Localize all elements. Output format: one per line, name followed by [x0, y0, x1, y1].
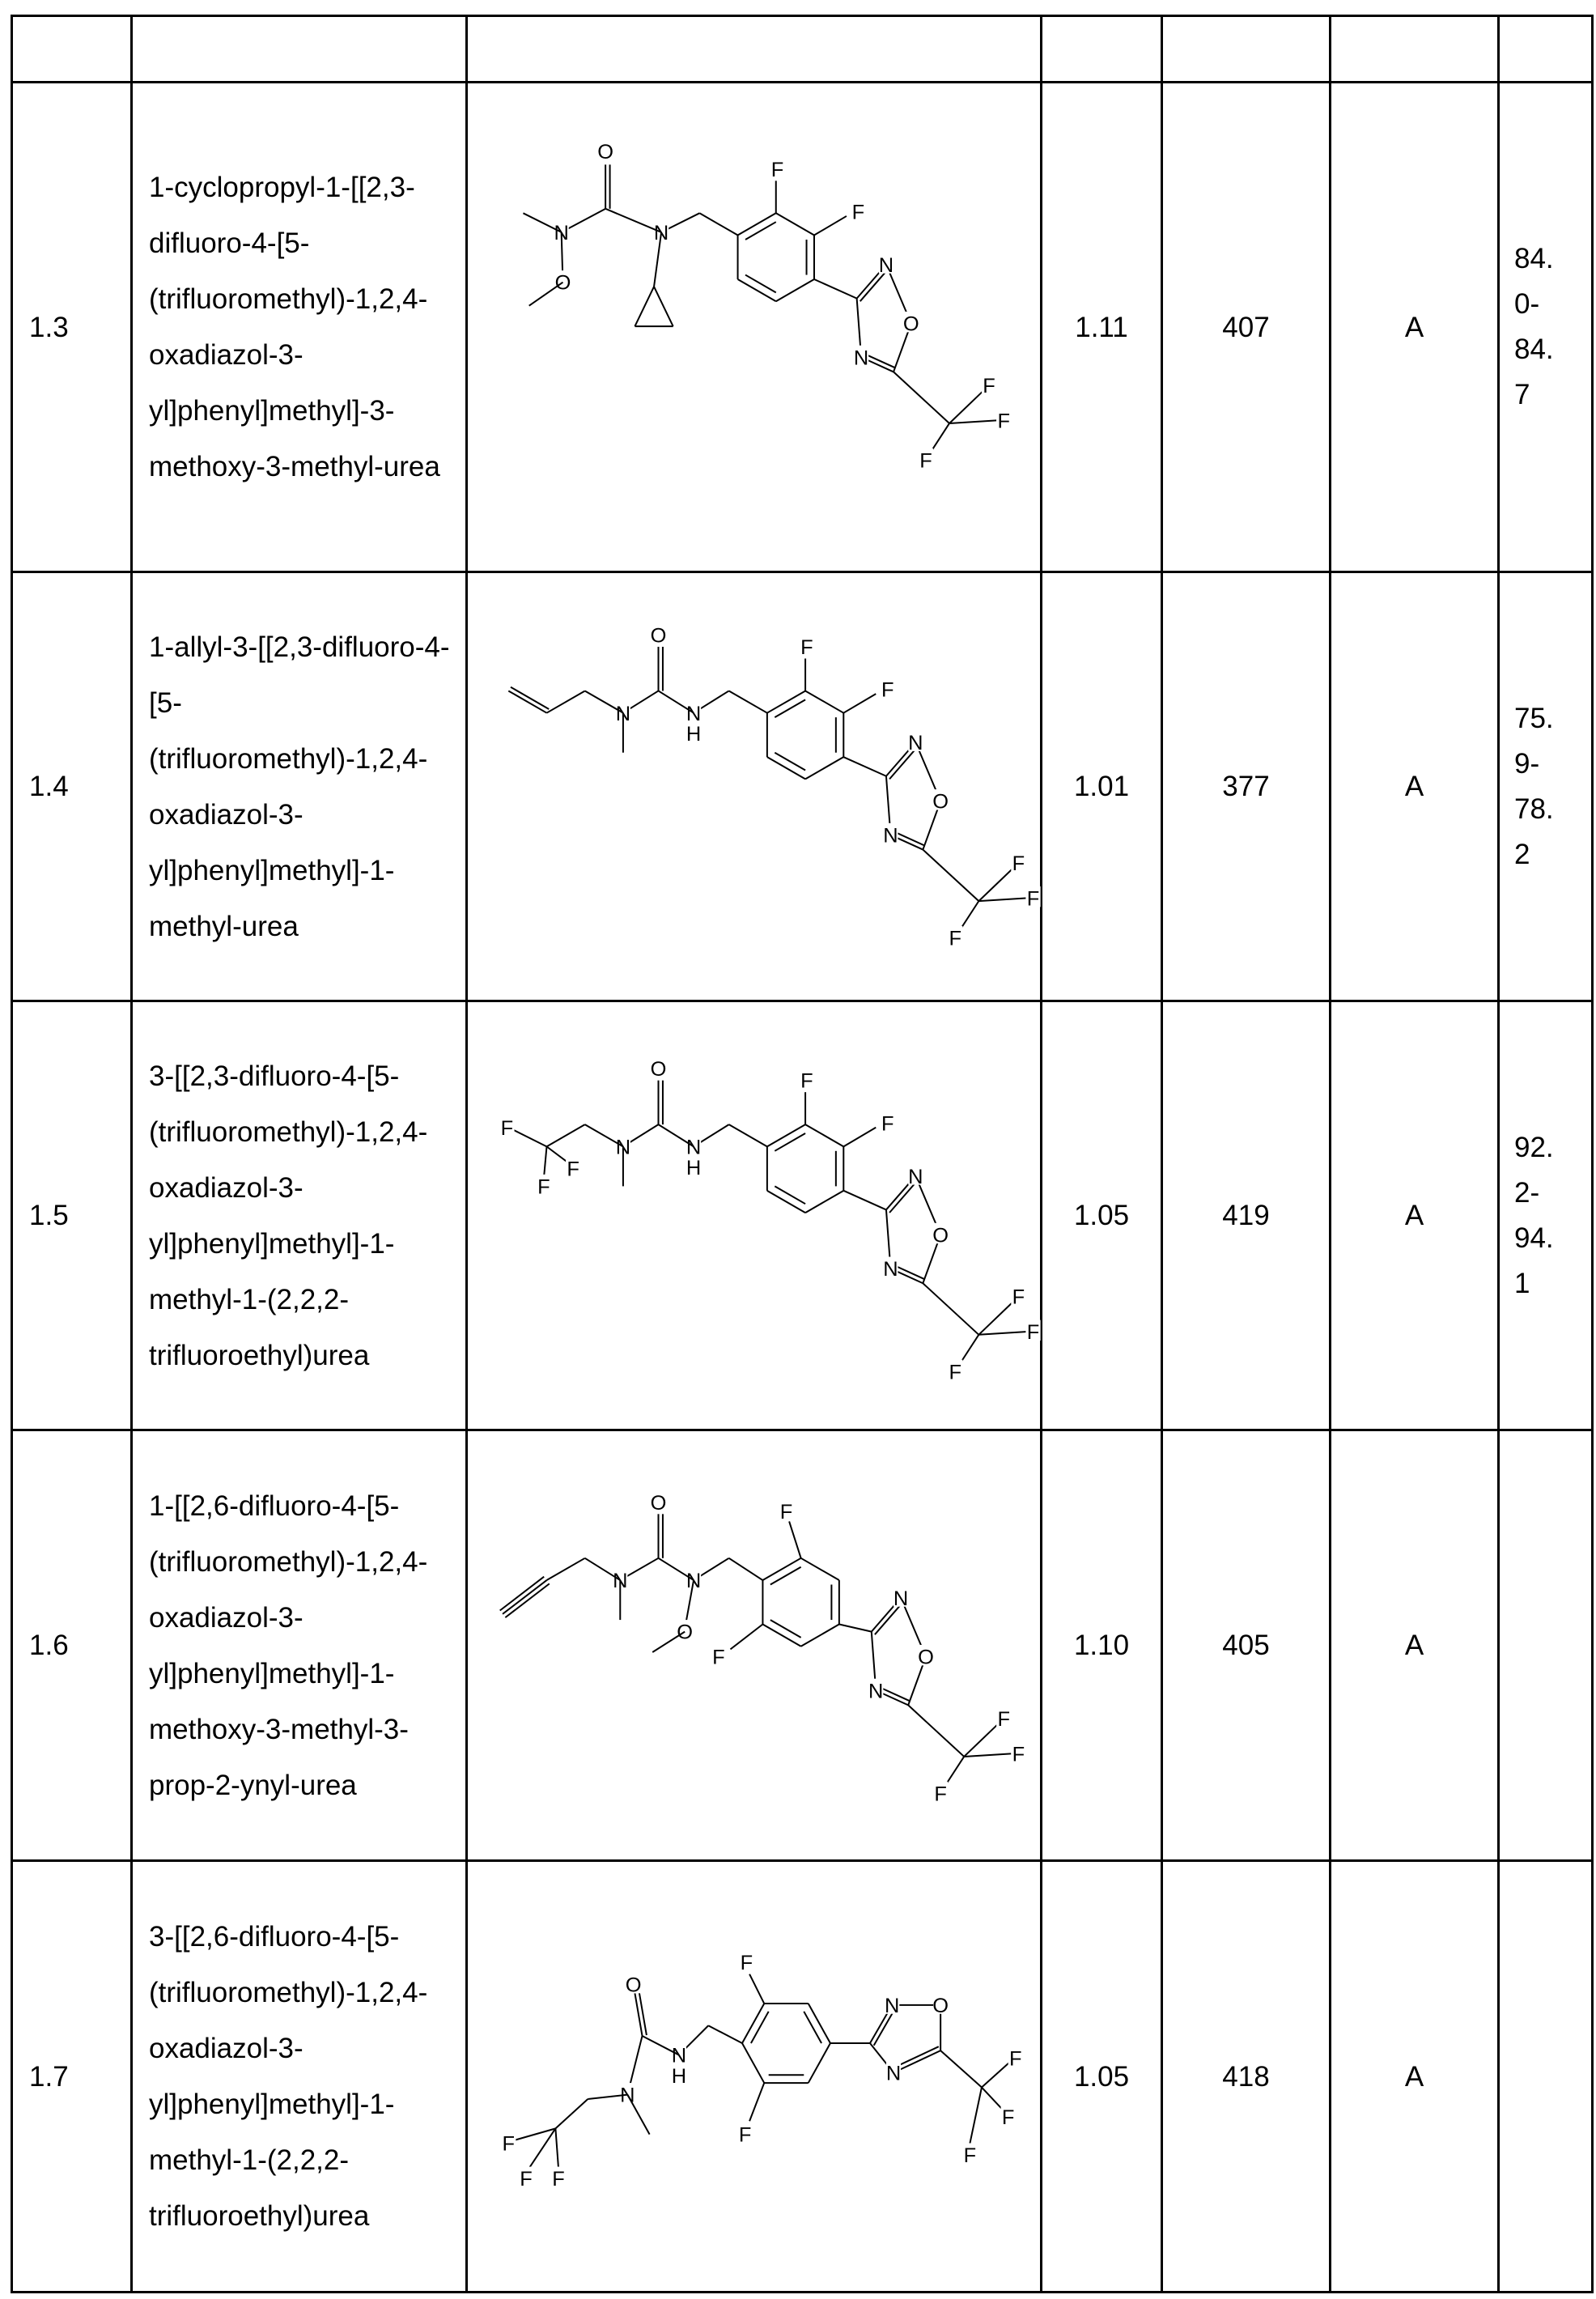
compound-name-cell [132, 1430, 467, 1861]
compound-id: 1.3 [12, 83, 132, 572]
mp-line: 75. [1514, 696, 1591, 742]
atom-label: N [894, 1587, 908, 1610]
mp-line: 2- [1514, 1171, 1591, 1216]
compound-name: 3-[[2,3-difluoro-4-[5-(trifluoromethyl)-1,2,4-oxadiazol-3-yl]phenyl]methyl]-1-methyl-1-(2,2,2-trifluoroethyl)urea [149, 1048, 456, 1383]
atom-label: N [616, 1136, 630, 1158]
retention-time: 1.10 [1042, 1430, 1162, 1861]
atom-label: N [879, 254, 894, 277]
atom-label: O [626, 1974, 642, 1996]
mass-value: 418 [1162, 1861, 1331, 2293]
compound-id: 1.4 [12, 572, 132, 1001]
atom-label: F [881, 679, 894, 702]
atom-label: N [885, 1995, 899, 2017]
mp-line: 7 [1514, 372, 1591, 418]
mp-line: 84. [1514, 236, 1591, 282]
atom-label: O [932, 1995, 949, 2017]
atom-label: F [567, 1158, 579, 1181]
structure-cell [467, 1430, 1042, 1861]
compound-id: 1.7 [12, 1861, 132, 2293]
atom-label: O [932, 1224, 949, 1247]
atom-label: F [881, 1112, 894, 1135]
atom-label: N [672, 2045, 686, 2067]
compound-name-cell [132, 572, 467, 1001]
mp-line: 92. [1514, 1125, 1591, 1171]
structure-cell [467, 572, 1042, 1001]
compound-name: 1-cyclopropyl-1-[[2,3-difluoro-4-[5-(trifluoromethyl)-1,2,4-oxadiazol-3-yl]phenyl]methyl]-3-methoxy-3-methyl-urea [149, 159, 456, 495]
header-cell [1162, 16, 1331, 83]
atom-label: F [712, 1647, 725, 1669]
atom-label: F [983, 375, 995, 397]
atom-label: O [597, 141, 613, 164]
atom-label: O [651, 1492, 667, 1515]
atom-label: N [686, 1136, 701, 1158]
header-cell [467, 16, 1042, 83]
atom-label: O [918, 1647, 934, 1669]
atom-label: F [780, 1501, 793, 1523]
table-row [12, 1430, 1593, 1861]
atom-label: H [686, 723, 701, 746]
atom-label: N [654, 222, 669, 244]
atom-label: N [616, 703, 630, 725]
method-value: A [1331, 1430, 1499, 1861]
atom-label: O [555, 272, 571, 295]
table-row [12, 1001, 1593, 1430]
atom-label: F [501, 1117, 514, 1140]
atom-label: N [883, 824, 898, 847]
header-row [12, 16, 1593, 83]
atom-label: F [503, 2133, 516, 2156]
atom-label: N [908, 1166, 923, 1188]
atom-label: F [800, 1070, 813, 1093]
method-value: A [1331, 83, 1499, 572]
method-value: A [1331, 1001, 1499, 1430]
atom-label: N [886, 2062, 901, 2084]
mp-line: 94. [1514, 1216, 1591, 1261]
table-row [12, 1861, 1593, 2293]
atom-label: F [934, 1783, 947, 1805]
atom-label: N [854, 346, 868, 369]
atom-label: H [686, 1157, 701, 1179]
mp-line: 84. [1514, 327, 1591, 372]
header-cell [1331, 16, 1499, 83]
compound-table [11, 15, 1594, 2293]
atom-label: N [554, 222, 568, 244]
atom-label: H [672, 2065, 686, 2088]
atom-label: F [537, 1175, 550, 1198]
melting-point [1499, 1430, 1593, 1861]
mp-line: 0- [1514, 282, 1591, 327]
compound-name-cell [132, 83, 467, 572]
compound-name: 1-allyl-3-[[2,3-difluoro-4-[5-(trifluoromethyl)-1,2,4-oxadiazol-3-yl]phenyl]methyl]-1-methyl-urea [149, 619, 456, 954]
header-cell [1499, 16, 1593, 83]
atom-label: F [741, 1952, 753, 1974]
mass-value: 377 [1162, 572, 1331, 1001]
header-cell [12, 16, 132, 83]
atom-label: N [868, 1680, 883, 1702]
mp-line: 1 [1514, 1261, 1591, 1307]
atom-label: F [1027, 888, 1040, 911]
table-row [12, 83, 1593, 572]
mp-line: 9- [1514, 742, 1591, 787]
compound-name-cell [132, 1861, 467, 2293]
mass-value: 419 [1162, 1001, 1331, 1430]
compound-id: 1.6 [12, 1430, 132, 1861]
header-cell [1042, 16, 1162, 83]
structure-cell [467, 1001, 1042, 1430]
atom-label: F [997, 1708, 1010, 1731]
compound-id: 1.5 [12, 1001, 132, 1430]
retention-time: 1.01 [1042, 572, 1162, 1001]
atom-label: F [739, 2124, 752, 2147]
retention-time: 1.05 [1042, 1861, 1162, 2293]
atom-label: F [520, 2168, 533, 2191]
melting-point [1499, 83, 1593, 572]
atom-label: N [686, 1570, 701, 1592]
table-row [12, 572, 1593, 1001]
structure-cell [467, 83, 1042, 572]
header-cell [132, 16, 467, 83]
structure-cell [467, 1861, 1042, 2293]
atom-label: O [677, 1621, 693, 1644]
atom-label: F [949, 1361, 962, 1383]
mass-value: 405 [1162, 1430, 1331, 1861]
atom-label: N [620, 2084, 635, 2107]
atom-label: F [1012, 1743, 1025, 1766]
mp-line: 78. [1514, 787, 1591, 832]
mass-value: 407 [1162, 83, 1331, 572]
retention-time: 1.11 [1042, 83, 1162, 572]
atom-label: F [852, 202, 865, 224]
atom-label: O [651, 1058, 667, 1081]
atom-label: N [686, 703, 701, 725]
atom-label: F [919, 449, 932, 472]
atom-label: F [1012, 1286, 1025, 1309]
atom-label: O [903, 313, 919, 336]
atom-label: F [1009, 2047, 1022, 2070]
compound-name: 3-[[2,6-difluoro-4-[5-(trifluoromethyl)-1,2,4-oxadiazol-3-yl]phenyl]methyl]-1-methyl-1-(2,2,2-trifluoroethyl)urea [149, 1909, 456, 2244]
melting-point [1499, 572, 1593, 1001]
atom-label: F [771, 159, 784, 181]
atom-label: N [613, 1570, 627, 1592]
atom-label: F [1012, 852, 1025, 875]
atom-label: F [997, 410, 1010, 432]
atom-label: N [883, 1258, 898, 1281]
melting-point [1499, 1001, 1593, 1430]
atom-label: O [932, 791, 949, 814]
atom-label: F [949, 928, 962, 950]
atom-label: F [1027, 1321, 1040, 1344]
atom-label: N [908, 732, 923, 754]
atom-label: F [552, 2168, 565, 2191]
mp-line: 2 [1514, 832, 1591, 878]
melting-point [1499, 1861, 1593, 2293]
compound-name-cell [132, 1001, 467, 1430]
compound-name: 1-[[2,6-difluoro-4-[5-(trifluoromethyl)-1,2,4-oxadiazol-3-yl]phenyl]methyl]-1-methoxy-3-methyl-3-prop-2-ynyl-urea [149, 1478, 456, 1813]
retention-time: 1.05 [1042, 1001, 1162, 1430]
atom-label: F [800, 636, 813, 659]
method-value: A [1331, 572, 1499, 1001]
method-value: A [1331, 1861, 1499, 2293]
atom-label: F [1002, 2106, 1015, 2129]
atom-label: O [651, 625, 667, 648]
atom-label: F [964, 2144, 977, 2167]
